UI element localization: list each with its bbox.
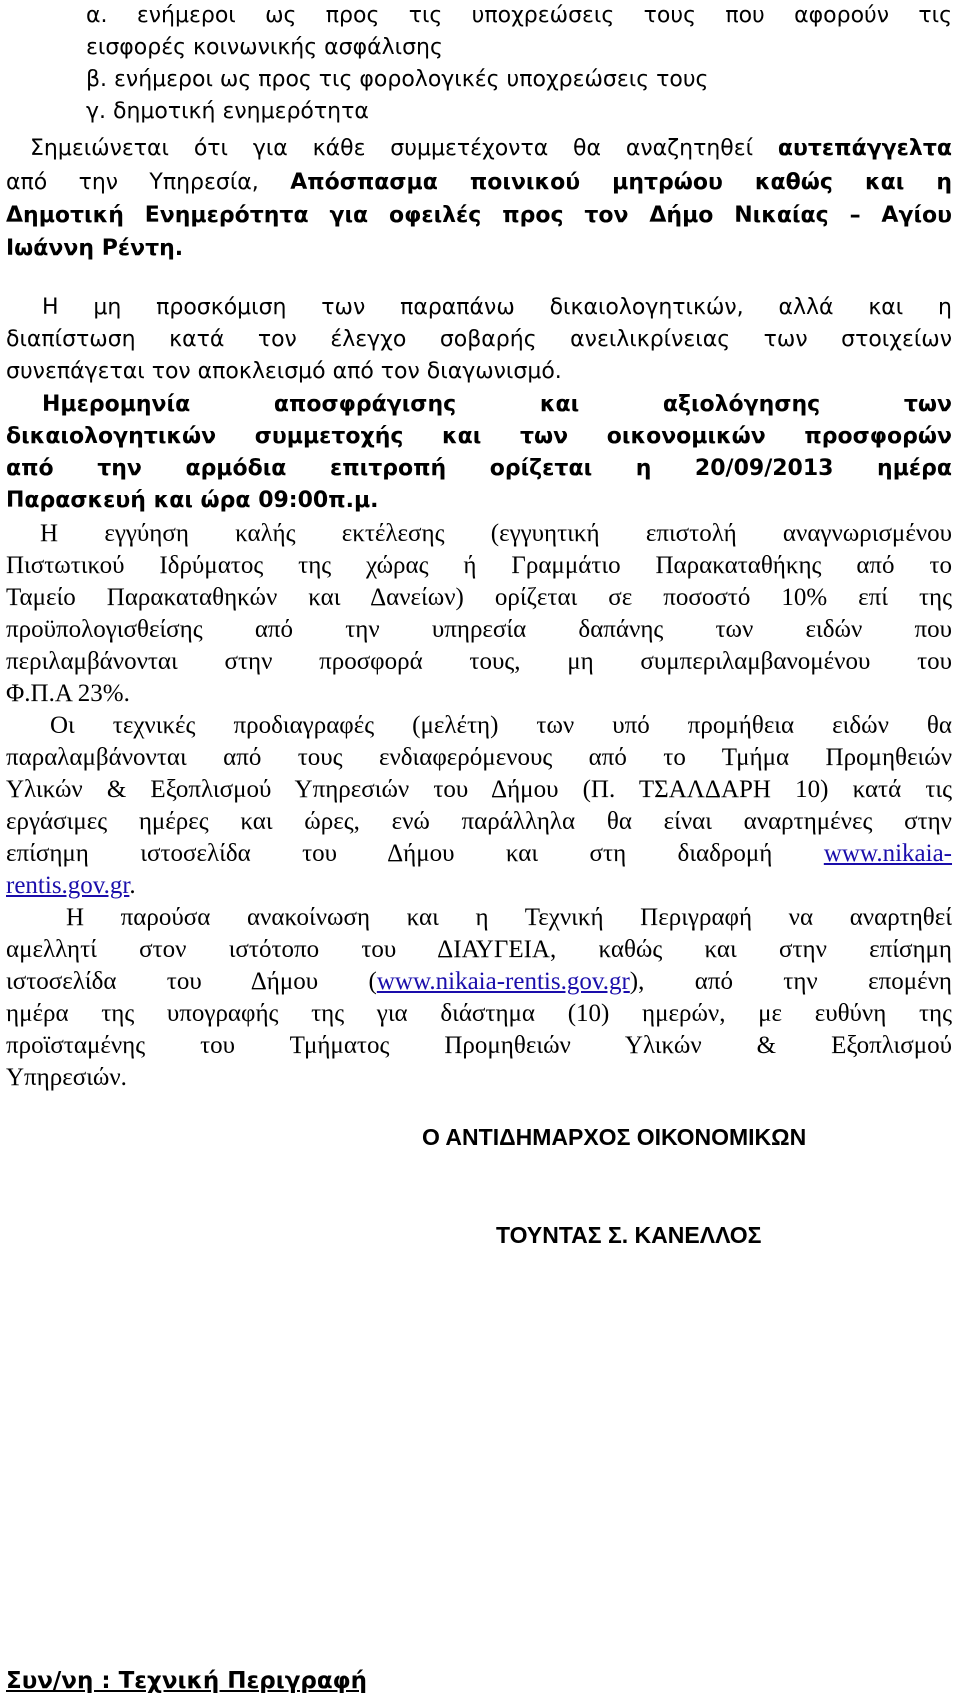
- list-item-a: α. ενήμεροι ως προς τις υποχρεώσεις τους που αφορούν τις: [86, 3, 952, 28]
- paragraph-specs-l6: rentis.gov.gr.: [6, 872, 136, 899]
- municipality-website-link[interactable]: www.nikaia-rentis.gov.gr: [376, 968, 630, 995]
- signature-title: Ο ΑΝΤΙΔΗΜΑΡΧΟΣ ΟΙΚΟΝΟΜΙΚΩΝ: [422, 1124, 807, 1150]
- paragraph-publication-l4: ημέρα της υπογραφής της για διάστημα (10) ημερών, με ευθύνη της: [6, 1000, 952, 1027]
- list-item-a-cont: εισφορές κοινωνικής ασφάλισης: [86, 35, 443, 60]
- paragraph-publication-l2: αμελλητί στον ιστότοπο του ΔΙΑΥΓΕΙΑ, καθώς και στην επίσημη: [6, 936, 952, 963]
- paragraph-opening-date-l4: Παρασκευή και ώρα 09:00π.μ.: [6, 488, 379, 513]
- paragraph-guarantee-l6: Φ.Π.Α 23%.: [6, 680, 130, 707]
- paragraph-specs-l3: Υλικών & Εξοπλισμού Υπηρεσιών του Δήμου (Π. ΤΣΑΛΔΑΡΗ 10) κατά τις: [6, 776, 952, 803]
- paragraph-guarantee-l2: Πιστωτικού Ιδρύματος της χώρας ή Γραμμάτιο Παρακαταθήκης από το: [6, 552, 952, 579]
- paragraph-guarantee-l1: Η εγγύηση καλής εκτέλεσης (εγγυητική επιστολή αναγνωρισμένου: [40, 520, 952, 547]
- paragraph-opening-date-l3: από την αρμόδια επιτροπή ορίζεται η 20/09/2013 ημέρα: [6, 456, 952, 481]
- enclosure-note: Συν/νη : Τεχνική Περιγραφή: [6, 1668, 368, 1694]
- website-link-cont[interactable]: rentis.gov.gr: [6, 872, 130, 899]
- paragraph-publication-l3: ιστοσελίδα του Δήμου (www.nikaia-rentis.gov.gr), από την επομένη: [6, 968, 952, 995]
- paragraph-exclusion-l1: Η μη προσκόμιση των παραπάνω δικαιολογητικών, αλλά και η: [42, 295, 952, 320]
- paragraph-exclusion-l2: διαπίστωση κατά τον έλεγχο σοβαρής ανειλικρίνειας των στοιχείων: [6, 327, 952, 352]
- paragraph-guarantee-l3: Ταμείο Παρακαταθηκών και Δανείων) ορίζεται σε ποσοστό 10% επί της: [6, 584, 952, 611]
- paragraph-criminal-record-l4: Ιωάννη Ρέντη.: [6, 236, 184, 261]
- signature-name: ΤΟΥΝΤΑΣ Σ. ΚΑΝΕΛΛΟΣ: [496, 1222, 762, 1248]
- list-item-c: γ. δημοτική ενημερότητα: [86, 99, 369, 124]
- paragraph-criminal-record-l1: Σημειώνεται ότι για κάθε συμμετέχοντα θα αναζητηθεί αυτεπάγγελτα: [30, 136, 952, 161]
- paragraph-guarantee-l4: προϋπολογισθείσης από την υπηρεσία δαπάνης των ειδών που: [6, 616, 952, 643]
- paragraph-criminal-record-l2: από την Υπηρεσία, Απόσπασμα ποινικού μητρώου καθώς και η: [6, 170, 952, 195]
- paragraph-specs-l2: παραλαμβάνονται από τους ενδιαφερόμενους από το Τμήμα Προμηθειών: [6, 744, 952, 771]
- list-item-b: β. ενήμεροι ως προς τις φορολογικές υποχρεώσεις τους: [86, 67, 709, 92]
- paragraph-opening-date-l2: δικαιολογητικών συμμετοχής και των οικονομικών προσφορών: [6, 424, 952, 449]
- website-link[interactable]: www.nikaia-: [823, 840, 953, 867]
- paragraph-exclusion-l3: συνεπάγεται τον αποκλεισμό από τον διαγωνισμό.: [6, 359, 562, 384]
- paragraph-opening-date-l1: Ημερομηνία αποσφράγισης και αξιολόγησης των: [42, 392, 952, 417]
- paragraph-specs-l5: επίσημη ιστοσελίδα του Δήμου και στη διαδρομή www.nikaia-: [6, 840, 953, 867]
- paragraph-publication-l6: Υπηρεσιών.: [6, 1064, 127, 1091]
- paragraph-criminal-record-l3: Δημοτική Ενημερότητα για οφειλές προς τον Δήμο Νικαίας – Αγίου: [6, 203, 952, 228]
- paragraph-specs-l1: Οι τεχνικές προδιαγραφές (μελέτη) των υπό προμήθεια ειδών θα: [50, 712, 952, 739]
- paragraph-specs-l4: εργάσιμες ημέρες και ώρες, ενώ παράλληλα θα είναι αναρτημένες στην: [6, 808, 952, 835]
- paragraph-publication-l5: προϊσταμένης του Τμήματος Προμηθειών Υλικών & Εξοπλισμού: [6, 1032, 952, 1059]
- paragraph-guarantee-l5: περιλαμβάνονται στην προσφορά τους, μη συμπεριλαμβανομένου του: [6, 648, 952, 675]
- paragraph-publication-l1: Η παρούσα ανακοίνωση και η Τεχνική Περιγραφή να αναρτηθεί: [66, 904, 952, 931]
